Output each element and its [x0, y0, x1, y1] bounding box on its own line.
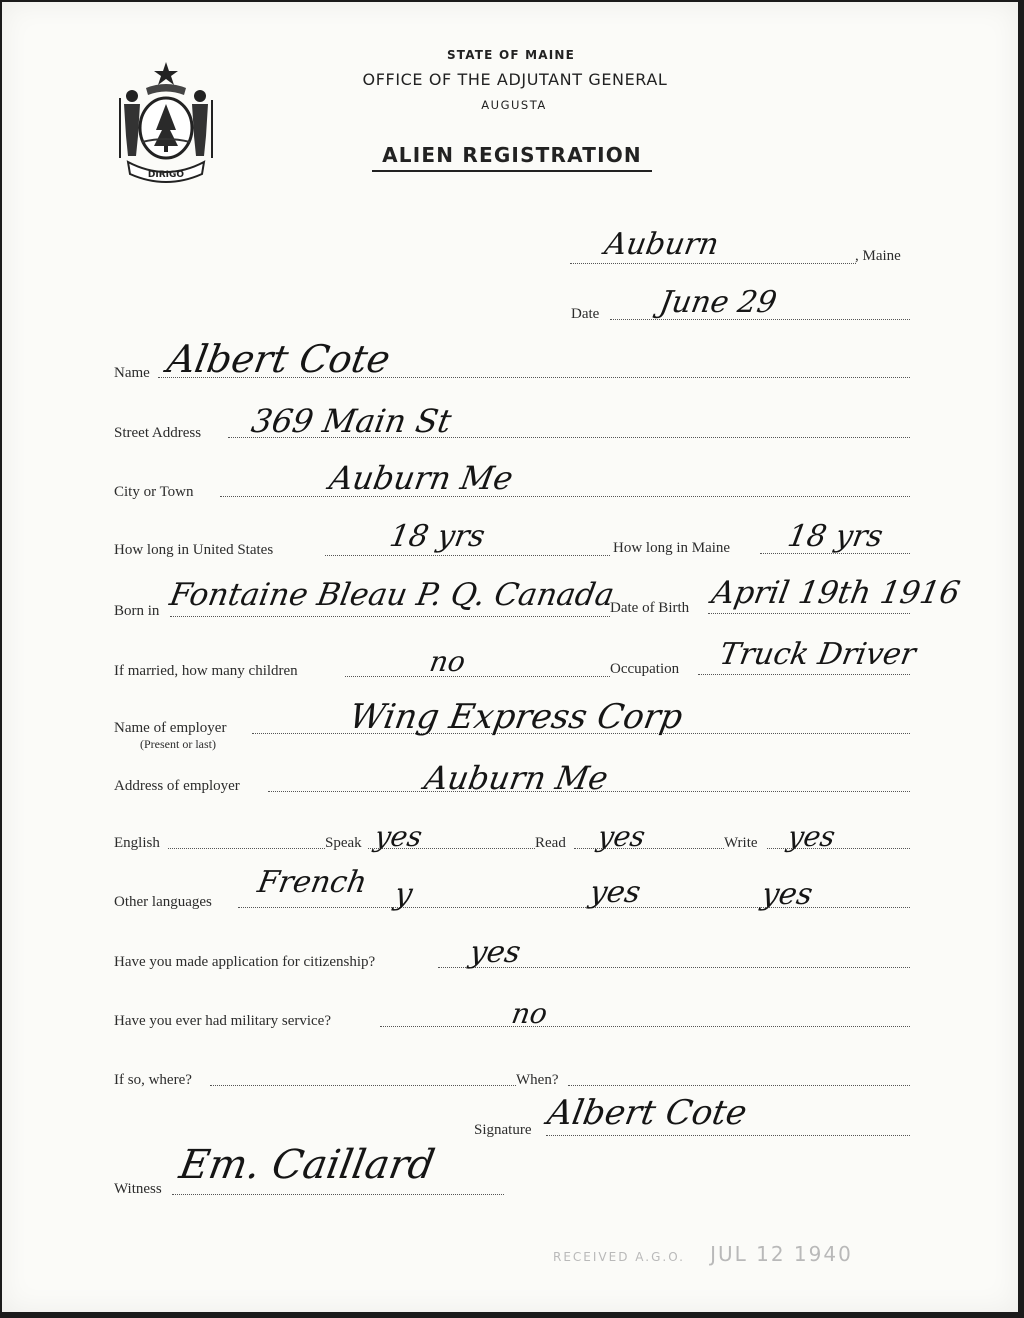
name-entry: Albert Cote	[164, 337, 394, 381]
how-long-maine-entry: 18 yrs	[785, 519, 886, 554]
write-label: Write	[724, 835, 758, 851]
signature-entry: Albert Cote	[544, 1093, 750, 1133]
how-long-maine-label: How long in Maine	[613, 540, 731, 556]
english-read-entry: yes	[595, 820, 648, 853]
military-line	[380, 1026, 910, 1027]
where-line	[210, 1085, 516, 1086]
how-long-us-line	[325, 555, 610, 556]
street-entry: 369 Main St	[248, 402, 455, 440]
witness-label: Witness	[114, 1181, 162, 1197]
date-of-birth-line	[708, 613, 910, 614]
town-suffix: , Maine	[855, 248, 901, 264]
how-long-us-label: How long in United States	[114, 542, 274, 558]
occupation-entry: Truck Driver	[717, 637, 919, 672]
military-entry: no	[509, 997, 550, 1030]
witness-line	[172, 1194, 504, 1195]
signature-line	[546, 1135, 910, 1136]
city-line	[220, 496, 910, 497]
received-stamp	[553, 1242, 853, 1266]
other-language-entry: French	[255, 865, 370, 900]
where-label: If so, where?	[114, 1072, 192, 1088]
date-entry: June 29	[657, 285, 780, 320]
date-label: Date	[571, 306, 600, 322]
speak-label: Speak	[325, 835, 362, 851]
name-label: Name	[114, 365, 150, 381]
seal-motto: DIRIGO	[147, 170, 185, 180]
children-entry: no	[427, 645, 468, 678]
children-line	[345, 676, 610, 677]
received-stamp-date: JUL 12 1940	[710, 1242, 853, 1266]
form-title: ALIEN REGISTRATION	[382, 143, 642, 167]
signature-label: Signature	[474, 1122, 532, 1138]
english-speak-entry: yes	[372, 820, 425, 853]
date-of-birth-entry: April 19th 1916	[708, 575, 963, 611]
when-line	[568, 1085, 910, 1086]
other-write-entry: yes	[759, 877, 816, 912]
header-state: STATE OF MAINE	[446, 48, 576, 62]
header-city: AUGUSTA	[481, 98, 547, 112]
english-write-entry: yes	[785, 820, 838, 853]
english-line	[168, 848, 325, 849]
read-label: Read	[535, 835, 566, 851]
occupation-line	[698, 674, 910, 675]
employer-note: (Present or last)	[140, 737, 216, 751]
header-office: OFFICE OF THE ADJUTANT GENERAL	[362, 70, 668, 89]
employer-entry: Wing Express Corp	[346, 697, 686, 737]
military-label: Have you ever had military service?	[114, 1013, 331, 1029]
date-of-birth-label: Date of Birth	[610, 600, 690, 616]
town-line	[570, 263, 856, 264]
employer-label: Name of employer	[114, 720, 227, 736]
born-in-label: Born in	[114, 603, 160, 619]
born-in-entry: Fontaine Bleau P. Q. Canada	[166, 577, 617, 613]
how-long-us-entry: 18 yrs	[387, 519, 488, 554]
city-label: City or Town	[114, 484, 194, 500]
employer-address-entry: Auburn Me	[421, 759, 611, 797]
citizenship-entry: yes	[467, 935, 524, 970]
town-entry: Auburn	[602, 227, 722, 262]
employer-address-label: Address of employer	[114, 778, 240, 794]
born-in-line	[170, 616, 610, 617]
other-read-entry: yes	[587, 875, 644, 910]
occupation-label: Occupation	[610, 661, 680, 677]
when-label: When?	[516, 1072, 559, 1088]
title-underline	[372, 170, 652, 172]
received-stamp-label: RECEIVED A.G.O.	[553, 1250, 685, 1264]
witness-entry: Em. Caillard	[175, 1142, 439, 1188]
other-languages-label: Other languages	[114, 894, 212, 910]
children-label: If married, how many children	[114, 663, 298, 679]
citizenship-label: Have you made application for citizenship?	[114, 954, 376, 970]
street-label: Street Address	[114, 425, 202, 441]
english-label: English	[114, 835, 160, 851]
city-entry: Auburn Me	[326, 459, 516, 497]
other-speak-entry: y	[392, 877, 416, 912]
